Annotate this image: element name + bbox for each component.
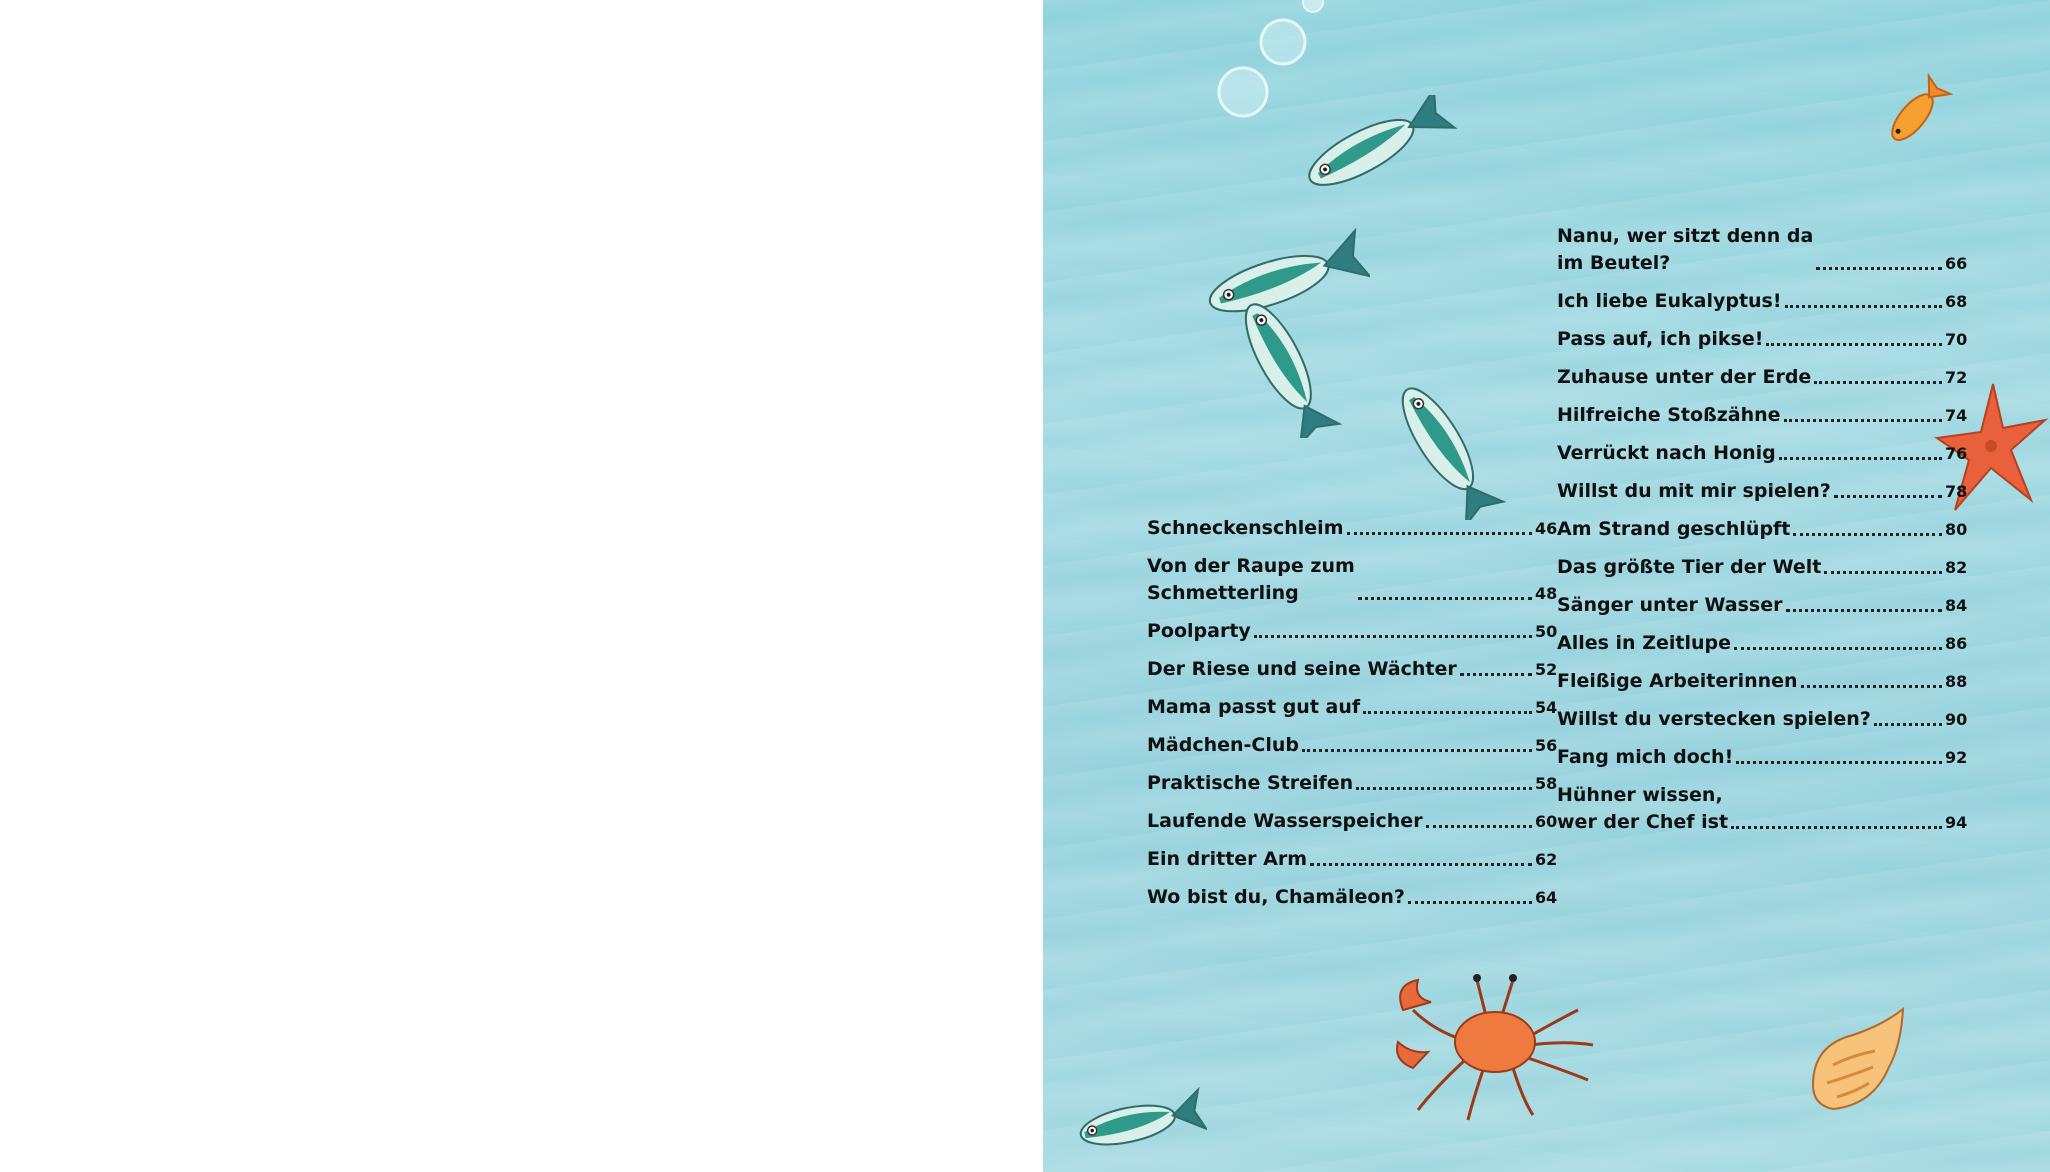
toc-entry	[1147, 618, 1557, 645]
toc-entry-page: 78	[1945, 482, 1968, 501]
toc-leader-dots	[1426, 825, 1532, 828]
toc-entry-title: Poolparty	[1147, 620, 1251, 642]
toc-entry-page: 64	[1535, 888, 1558, 907]
toc-entry-title: Willst du verstecken spielen?	[1557, 708, 1871, 730]
toc-leader-dots	[1784, 419, 1942, 422]
toc-entry-page: 70	[1945, 330, 1968, 349]
toc-entry-title: Ein dritter Arm	[1147, 848, 1308, 870]
toc-entry-title: Zuhause unter der Erde	[1557, 366, 1812, 388]
toc-leader-dots	[1824, 571, 1942, 574]
toc-leader-dots	[1363, 711, 1532, 714]
toc-leader-dots	[1358, 597, 1532, 600]
toc-entry-title: Von der Raupe zum Schmetterling	[1147, 555, 1355, 604]
toc-entry-title: Praktische Streifen	[1147, 772, 1354, 794]
toc-entry	[1557, 554, 1967, 581]
toc-entry-title: Hilfreiche Stoßzähne	[1557, 404, 1781, 426]
toc-entry-title: Sänger unter Wasser	[1557, 594, 1783, 616]
toc-entry	[1557, 223, 1967, 277]
toc-entry-title: Hühner wissen, wer der Chef ist	[1557, 784, 1729, 833]
toc-entry-page: 60	[1535, 812, 1558, 831]
toc-entry-title: Ich liebe Eukalyptus!	[1557, 290, 1782, 312]
toc-column-right	[1557, 223, 1967, 847]
toc-entry	[1147, 884, 1557, 911]
toc-leader-dots	[1408, 901, 1532, 904]
toc-entry	[1147, 846, 1557, 873]
fish-icon	[1281, 95, 1461, 195]
toc-entry	[1147, 553, 1557, 607]
toc-entry-page: 74	[1945, 406, 1968, 425]
toc-entry-page: 82	[1945, 558, 1968, 577]
toc-entry-page: 92	[1945, 748, 1968, 767]
toc-entry-page: 54	[1535, 698, 1558, 717]
toc-leader-dots	[1460, 673, 1532, 676]
toc-entry-title: Nanu, wer sitzt denn da im Beutel?	[1557, 225, 1814, 274]
toc-entry-title: Das größte Tier der Welt	[1557, 556, 1822, 578]
toc-entry	[1557, 440, 1967, 467]
toc-entry-page: 62	[1535, 850, 1558, 869]
toc-entry-page: 66	[1945, 254, 1968, 273]
toc-entry-title: Am Strand geschlüpft	[1557, 518, 1791, 540]
toc-entry	[1147, 770, 1557, 797]
toc-entry-page: 94	[1945, 813, 1968, 832]
toc-entry-page: 76	[1945, 444, 1968, 463]
toc-leader-dots	[1874, 723, 1942, 726]
toc-leader-dots	[1310, 863, 1532, 866]
toc-leader-dots	[1801, 685, 1942, 688]
toc-entry-page: 52	[1535, 660, 1558, 679]
toc-leader-dots	[1786, 609, 1943, 612]
toc-leader-dots	[1734, 647, 1942, 650]
seashell-icon	[1803, 1005, 1913, 1115]
toc-entry-page: 90	[1945, 710, 1968, 729]
toc-entry	[1557, 630, 1967, 657]
toc-entry-page: 56	[1535, 736, 1558, 755]
toc-entry-title: Schneckenschleim	[1147, 517, 1344, 539]
toc-entry	[1147, 515, 1557, 542]
toc-entry-title: Pass auf, ich pikse!	[1557, 328, 1764, 350]
toc-leader-dots	[1766, 343, 1942, 346]
toc-entry-title: Verrückt nach Honig	[1557, 442, 1776, 464]
fish-icon	[1373, 370, 1513, 520]
toc-leader-dots	[1779, 457, 1942, 460]
toc-leader-dots	[1793, 533, 1942, 536]
toc-leader-dots	[1731, 826, 1942, 829]
toc-entry-page: 88	[1945, 672, 1968, 691]
toc-entry-title: Laufende Wasserspeicher	[1147, 810, 1423, 832]
toc-entry-page: 72	[1945, 368, 1968, 387]
toc-entry	[1147, 694, 1557, 721]
toc-entry	[1147, 808, 1557, 835]
toc-leader-dots	[1736, 761, 1942, 764]
toc-entry	[1557, 364, 1967, 391]
toc-entry-page: 58	[1535, 774, 1558, 793]
toc-entry-page: 50	[1535, 622, 1558, 641]
toc-entry	[1557, 744, 1967, 771]
toc-entry-title: Mama passt gut auf	[1147, 696, 1361, 718]
toc-entry-page: 86	[1945, 634, 1968, 653]
toc-entry	[1147, 656, 1557, 683]
toc-leader-dots	[1302, 749, 1532, 752]
toc-entry	[1557, 516, 1967, 543]
toc-entry-title: Der Riese und seine Wächter	[1147, 658, 1457, 680]
crab-icon	[1373, 950, 1613, 1125]
toc-entry-title: Mädchen-Club	[1147, 734, 1299, 756]
toc-entry	[1557, 668, 1967, 695]
toc-entry	[1557, 402, 1967, 429]
toc-leader-dots	[1814, 381, 1942, 384]
toc-entry	[1557, 288, 1967, 315]
toc-entry-page: 48	[1535, 584, 1558, 603]
toc-entry-title: Fleißige Arbeiterinnen	[1557, 670, 1798, 692]
toc-leader-dots	[1816, 267, 1942, 270]
toc-entry	[1147, 732, 1557, 759]
toc-entry	[1557, 592, 1967, 619]
toc-entry-title: Fang mich doch!	[1557, 746, 1734, 768]
toc-entry-title: Wo bist du, Chamäleon?	[1147, 886, 1405, 908]
toc-entry	[1557, 706, 1967, 733]
toc-entry-page: 46	[1535, 519, 1558, 538]
toc-column-left	[1147, 515, 1557, 922]
toc-entry-page: 68	[1945, 292, 1968, 311]
toc-entry	[1557, 478, 1967, 505]
toc-leader-dots	[1356, 787, 1532, 790]
toc-leader-dots	[1785, 305, 1942, 308]
toc-leader-dots	[1254, 635, 1532, 638]
fish-icon	[1067, 1075, 1207, 1165]
toc-entry-title: Alles in Zeitlupe	[1557, 632, 1731, 654]
toc-leader-dots	[1834, 495, 1942, 498]
goldfish-icon	[1873, 70, 1953, 160]
toc-entry-title: Willst du mit mir spielen?	[1557, 480, 1831, 502]
toc-entry-page: 84	[1945, 596, 1968, 615]
toc-entry	[1557, 782, 1967, 836]
toc-entry-page: 80	[1945, 520, 1968, 539]
toc-leader-dots	[1347, 532, 1533, 535]
fish-icon	[1213, 288, 1353, 438]
water-illustrated-page	[1043, 0, 2050, 1172]
toc-entry	[1557, 326, 1967, 353]
